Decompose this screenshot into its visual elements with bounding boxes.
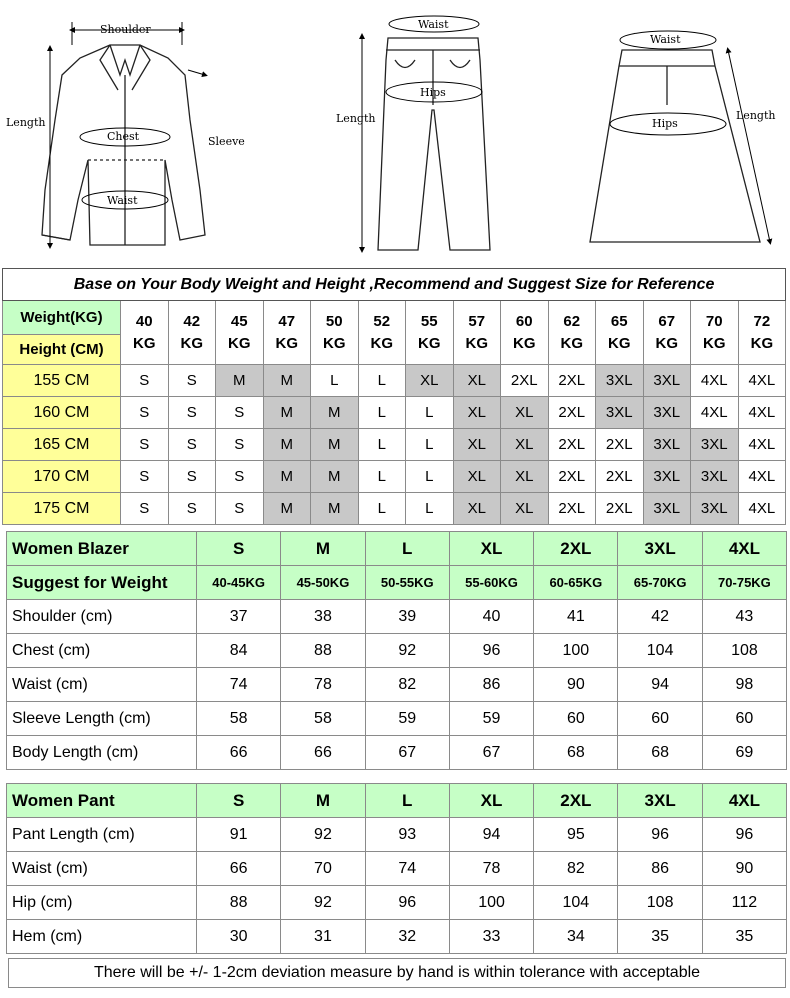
measurement-value: 78 (449, 852, 533, 886)
measurement-value: 35 (702, 920, 786, 954)
weight-unit: KG (750, 334, 774, 352)
measurement-value: 104 (534, 886, 618, 920)
size-cell: L (406, 429, 454, 461)
measurement-value: 82 (365, 668, 449, 702)
measurement-value: 90 (702, 852, 786, 886)
measurement-value: 33 (449, 920, 533, 954)
size-cell: M (263, 429, 311, 461)
weight-column-header (691, 301, 739, 365)
table-row (7, 736, 787, 770)
weight-value: 57 (468, 312, 486, 330)
measurement-value: 104 (618, 634, 702, 668)
weight-column-header (738, 301, 786, 365)
height-header: Height (CM) (3, 335, 121, 365)
weight-unit: KG (228, 334, 251, 352)
measurement-value: 42 (618, 600, 702, 634)
blazer-title: Women Blazer (7, 532, 197, 566)
size-cell: 3XL (643, 397, 691, 429)
size-header: L (365, 532, 449, 566)
table-row (7, 818, 787, 852)
pant-sketch (378, 38, 490, 250)
size-cell: L (406, 461, 454, 493)
weight-unit: KG (180, 334, 203, 352)
measurement-value: 70 (281, 852, 365, 886)
height-label: 155 CM (3, 365, 121, 397)
size-cell: S (121, 429, 169, 461)
weight-unit: KG (370, 334, 393, 352)
weight-range: 40-45KG (197, 566, 281, 600)
measurement-value: 66 (197, 736, 281, 770)
measurement-diagram (0, 0, 790, 268)
measurement-label: Waist (cm) (7, 668, 197, 702)
size-header: S (197, 784, 281, 818)
weight-column-header (501, 301, 549, 365)
weight-column-header (121, 301, 169, 365)
pant-length-label: Length (336, 112, 376, 125)
weight-column-header (643, 301, 691, 365)
measurement-value: 74 (197, 668, 281, 702)
measurement-value: 68 (618, 736, 702, 770)
size-cell: S (216, 397, 264, 429)
weight-value: 72 (753, 312, 771, 330)
size-cell: L (358, 429, 406, 461)
tolerance-note: There will be +/- 1-2cm deviation measure by hand is within tolerance with acceptable (8, 958, 786, 988)
measurement-value: 60 (618, 702, 702, 736)
weight-range: 50-55KG (365, 566, 449, 600)
measurement-value: 90 (534, 668, 618, 702)
women-pant-table (6, 783, 787, 954)
skirt-hips-label: Hips (652, 117, 678, 130)
size-cell: XL (453, 397, 501, 429)
size-cell: L (358, 365, 406, 397)
garment-sketches (0, 0, 790, 268)
weight-column-header (263, 301, 311, 365)
size-header: M (281, 532, 365, 566)
size-cell: 2XL (548, 397, 596, 429)
measurement-value: 59 (365, 702, 449, 736)
table-row (7, 634, 787, 668)
weight-value: 60 (515, 312, 533, 330)
size-cell: L (358, 493, 406, 525)
size-cell: S (121, 493, 169, 525)
weight-unit: KG (655, 334, 678, 352)
measurement-value: 32 (365, 920, 449, 954)
measurement-value: 59 (449, 702, 533, 736)
measurement-label: Hip (cm) (7, 886, 197, 920)
size-header: S (197, 532, 281, 566)
measurement-value: 112 (702, 886, 786, 920)
weight-value: 65 (610, 312, 628, 330)
size-cell: M (263, 365, 311, 397)
size-cell: 4XL (738, 365, 786, 397)
size-header: XL (449, 532, 533, 566)
weight-unit: KG (703, 334, 726, 352)
measurement-value: 86 (618, 852, 702, 886)
measurement-value: 69 (702, 736, 786, 770)
size-cell: 2XL (596, 461, 644, 493)
size-cell: 2XL (501, 365, 549, 397)
weight-column-header (358, 301, 406, 365)
size-cell: 3XL (643, 429, 691, 461)
measurement-value: 91 (197, 818, 281, 852)
table-row (7, 600, 787, 634)
size-cell: 2XL (548, 365, 596, 397)
size-cell: 4XL (738, 461, 786, 493)
size-cell: S (168, 493, 216, 525)
weight-column-header (406, 301, 454, 365)
size-cell: 4XL (738, 397, 786, 429)
measurement-value: 34 (534, 920, 618, 954)
measurement-label: Chest (cm) (7, 634, 197, 668)
size-header: XL (449, 784, 533, 818)
weight-range: 60-65KG (534, 566, 618, 600)
weight-range: 70-75KG (702, 566, 786, 600)
table-row (3, 365, 786, 397)
measurement-value: 96 (618, 818, 702, 852)
size-cell: 3XL (596, 365, 644, 397)
weight-unit: KG (513, 334, 536, 352)
size-cell: S (216, 461, 264, 493)
size-cell: XL (453, 493, 501, 525)
measurement-value: 108 (702, 634, 786, 668)
weight-range: 65-70KG (618, 566, 702, 600)
table-row (3, 493, 786, 525)
table-row (7, 702, 787, 736)
weight-value: 40 (135, 312, 153, 330)
size-cell: 3XL (691, 493, 739, 525)
jacket-chest-label: Chest (107, 130, 140, 143)
jacket-sketch (42, 45, 205, 245)
measurement-value: 100 (534, 634, 618, 668)
measurement-value: 92 (281, 886, 365, 920)
measurement-label: Pant Length (cm) (7, 818, 197, 852)
measurement-value: 94 (449, 818, 533, 852)
weight-unit: KG (418, 334, 441, 352)
size-cell: M (311, 461, 359, 493)
size-cell: XL (453, 429, 501, 461)
measurement-value: 92 (365, 634, 449, 668)
table-row (7, 668, 787, 702)
size-cell: M (311, 397, 359, 429)
measurement-value: 93 (365, 818, 449, 852)
size-header: 3XL (618, 784, 702, 818)
measurement-value: 38 (281, 600, 365, 634)
measurement-value: 60 (702, 702, 786, 736)
size-cell: S (121, 365, 169, 397)
size-cell: M (216, 365, 264, 397)
weight-unit: KG (275, 334, 298, 352)
weight-column-header (216, 301, 264, 365)
weight-value: 55 (420, 312, 438, 330)
measurement-label: Hem (cm) (7, 920, 197, 954)
measurement-value: 88 (197, 886, 281, 920)
weight-value: 70 (705, 312, 723, 330)
skirt-arrows (610, 31, 770, 242)
size-cell: L (311, 365, 359, 397)
measurement-value: 30 (197, 920, 281, 954)
size-cell: 2XL (548, 461, 596, 493)
measurement-value: 86 (449, 668, 533, 702)
measurement-value: 96 (365, 886, 449, 920)
weight-unit: KG (560, 334, 583, 352)
suggest-weight-label: Suggest for Weight (7, 566, 197, 600)
measurement-value: 43 (702, 600, 786, 634)
height-label: 165 CM (3, 429, 121, 461)
weight-value: 45 (230, 312, 248, 330)
size-cell: M (311, 493, 359, 525)
weight-value: 42 (183, 312, 201, 330)
measurement-label: Sleeve Length (cm) (7, 702, 197, 736)
measurement-value: 66 (281, 736, 365, 770)
size-cell: S (168, 365, 216, 397)
measurement-value: 67 (449, 736, 533, 770)
measurement-value: 98 (702, 668, 786, 702)
measurement-value: 67 (365, 736, 449, 770)
size-cell: 4XL (691, 397, 739, 429)
measurement-value: 82 (534, 852, 618, 886)
size-cell: L (358, 397, 406, 429)
weight-unit: KG (133, 334, 156, 352)
size-cell: 2XL (548, 493, 596, 525)
measurement-value: 66 (197, 852, 281, 886)
size-cell: 3XL (691, 461, 739, 493)
size-cell: S (216, 493, 264, 525)
weight-table-title: Base on Your Body Weight and Height ,Recommend and Suggest Size for Reference (3, 269, 786, 301)
measurement-value: 68 (534, 736, 618, 770)
table-row (3, 461, 786, 493)
measurement-value: 92 (281, 818, 365, 852)
table-row (7, 852, 787, 886)
weight-column-header (548, 301, 596, 365)
size-cell: XL (501, 429, 549, 461)
weight-height-size-table (2, 268, 786, 525)
measurement-value: 35 (618, 920, 702, 954)
weight-value: 67 (658, 312, 676, 330)
size-cell: S (168, 397, 216, 429)
jacket-shoulder-label: Shoulder (100, 23, 151, 36)
measurement-value: 31 (281, 920, 365, 954)
size-cell: 4XL (738, 493, 786, 525)
size-cell: XL (406, 365, 454, 397)
weight-unit: KG (608, 334, 631, 352)
measurement-value: 108 (618, 886, 702, 920)
table-row (7, 886, 787, 920)
size-cell: XL (501, 397, 549, 429)
weight-unit: KG (465, 334, 488, 352)
table-row (7, 920, 787, 954)
jacket-waist-label: Waist (107, 194, 138, 207)
measurement-value: 100 (449, 886, 533, 920)
pant-hips-label: Hips (420, 86, 446, 99)
measurement-label: Waist (cm) (7, 852, 197, 886)
size-cell: 3XL (596, 397, 644, 429)
size-header: 4XL (702, 532, 786, 566)
jacket-sleeve-label: Sleeve (208, 135, 245, 148)
measurement-value: 58 (281, 702, 365, 736)
size-cell: 3XL (643, 493, 691, 525)
table-row (3, 429, 786, 461)
size-cell: M (311, 429, 359, 461)
size-cell: XL (501, 461, 549, 493)
women-blazer-table (6, 531, 787, 770)
size-cell: S (216, 429, 264, 461)
size-header: 2XL (534, 784, 618, 818)
size-cell: 3XL (643, 461, 691, 493)
measurement-value: 37 (197, 600, 281, 634)
height-label: 160 CM (3, 397, 121, 429)
height-label: 170 CM (3, 461, 121, 493)
size-cell: M (263, 461, 311, 493)
weight-value: 52 (373, 312, 391, 330)
weight-value: 62 (563, 312, 581, 330)
size-cell: 2XL (548, 429, 596, 461)
size-cell: XL (501, 493, 549, 525)
size-cell: 2XL (596, 429, 644, 461)
measurement-value: 84 (197, 634, 281, 668)
measurement-value: 96 (449, 634, 533, 668)
skirt-length-label: Length (736, 109, 776, 122)
size-cell: 3XL (643, 365, 691, 397)
measurement-value: 96 (702, 818, 786, 852)
size-cell: 2XL (596, 493, 644, 525)
measurement-value: 95 (534, 818, 618, 852)
size-header: M (281, 784, 365, 818)
weight-column-header (168, 301, 216, 365)
size-cell: XL (453, 365, 501, 397)
size-cell: 4XL (738, 429, 786, 461)
weight-range: 45-50KG (281, 566, 365, 600)
size-cell: 3XL (691, 429, 739, 461)
size-header: 4XL (702, 784, 786, 818)
weight-column-header (453, 301, 501, 365)
size-header: 3XL (618, 532, 702, 566)
size-header: 2XL (534, 532, 618, 566)
measurement-value: 74 (365, 852, 449, 886)
size-cell: M (263, 493, 311, 525)
skirt-waist-label: Waist (650, 33, 681, 46)
size-cell: S (121, 397, 169, 429)
measurement-value: 78 (281, 668, 365, 702)
size-cell: L (406, 397, 454, 429)
weight-unit: KG (323, 334, 346, 352)
size-cell: M (263, 397, 311, 429)
size-cell: L (358, 461, 406, 493)
jacket-length-label: Length (6, 116, 46, 129)
size-cell: S (168, 461, 216, 493)
table-row (3, 397, 786, 429)
pant-title: Women Pant (7, 784, 197, 818)
weight-column-header (596, 301, 644, 365)
weight-column-header (311, 301, 359, 365)
size-header: L (365, 784, 449, 818)
height-label: 175 CM (3, 493, 121, 525)
weight-header: Weight(KG) (3, 301, 121, 335)
measurement-value: 88 (281, 634, 365, 668)
weight-value: 50 (325, 312, 343, 330)
measurement-value: 60 (534, 702, 618, 736)
measurement-value: 58 (197, 702, 281, 736)
size-cell: L (406, 493, 454, 525)
size-cell: XL (453, 461, 501, 493)
measurement-label: Body Length (cm) (7, 736, 197, 770)
weight-value: 47 (278, 312, 296, 330)
size-cell: S (121, 461, 169, 493)
measurement-value: 40 (449, 600, 533, 634)
weight-range: 55-60KG (449, 566, 533, 600)
pant-waist-label: Waist (418, 18, 449, 31)
measurement-value: 39 (365, 600, 449, 634)
size-cell: 4XL (691, 365, 739, 397)
measurement-value: 94 (618, 668, 702, 702)
size-cell: S (168, 429, 216, 461)
measurement-value: 41 (534, 600, 618, 634)
measurement-label: Shoulder (cm) (7, 600, 197, 634)
